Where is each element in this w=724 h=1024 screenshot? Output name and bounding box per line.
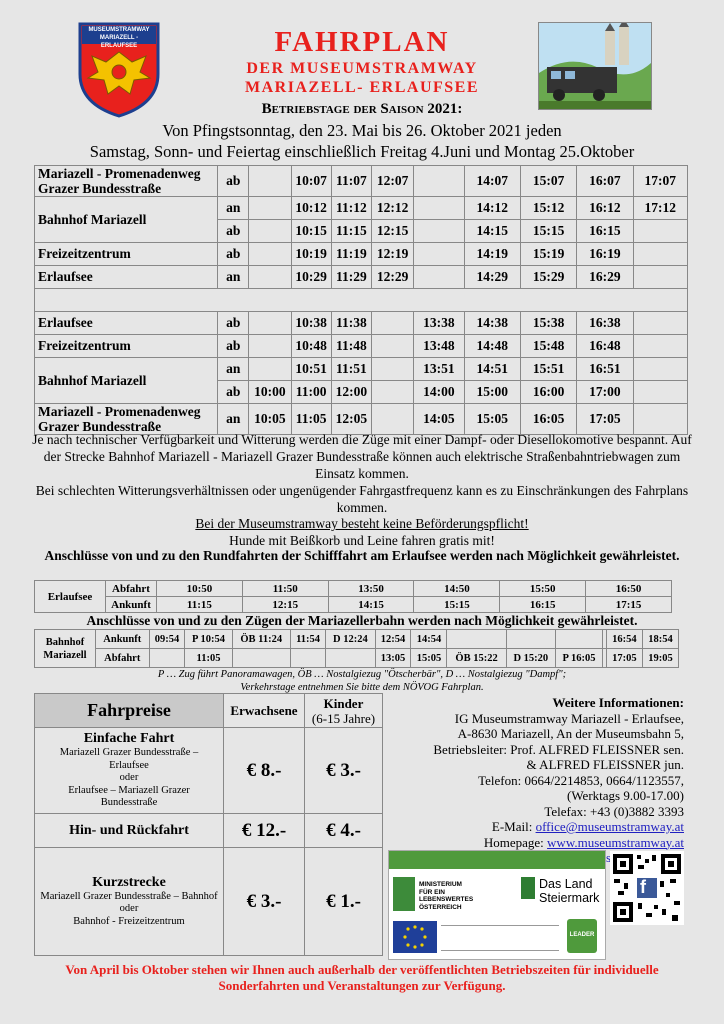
time-cell xyxy=(633,335,687,358)
price-child: € 3.- xyxy=(305,728,383,814)
time-cell xyxy=(414,243,464,266)
mariazellerbahn-table xyxy=(34,629,679,668)
ship-row-departure xyxy=(35,581,672,597)
direction-cell: ab xyxy=(218,166,249,197)
logo-text-top: MUSEUMSTRAMWAY xyxy=(88,27,150,33)
time-cell xyxy=(633,404,687,435)
time-cell: 14:00 xyxy=(414,381,464,404)
time-cell: 11:48 xyxy=(331,335,371,358)
mzb-time xyxy=(149,649,185,668)
mzb-time: 11:05 xyxy=(185,649,232,668)
time-cell: 17:00 xyxy=(577,381,633,404)
mzb-time xyxy=(232,649,290,668)
time-cell: 15:29 xyxy=(520,266,576,289)
time-cell: 10:51 xyxy=(291,358,331,381)
direction-cell: an xyxy=(218,266,249,289)
time-cell xyxy=(249,312,291,335)
time-cell xyxy=(414,266,464,289)
ship-time: 13:50 xyxy=(328,581,414,597)
note-train-connections: Anschlüsse von und zu den Zügen der Mariazellerbahn werden nach Möglichkeit gewährleistet. xyxy=(86,613,638,628)
time-cell: 12:29 xyxy=(372,266,414,289)
time-cell: 12:05 xyxy=(331,404,371,435)
time-cell xyxy=(249,197,291,220)
season-heading: Betriebstage der Saison 2021: xyxy=(261,101,463,117)
time-cell: 15:12 xyxy=(520,197,576,220)
ship-time: 10:50 xyxy=(157,581,243,597)
time-cell: 15:38 xyxy=(520,312,576,335)
ship-label: Abfahrt xyxy=(106,581,157,597)
mzb-time xyxy=(506,630,555,649)
price-fare-cell xyxy=(35,814,224,848)
time-cell xyxy=(414,197,464,220)
homepage-link[interactable]: www.museumstramway.at xyxy=(547,834,684,850)
price-row xyxy=(35,848,383,956)
period-line1: Von Pfingstsonntag, den 23. Mai bis 26. Oktober 2021 jeden xyxy=(162,121,562,140)
direction-cell: ab xyxy=(218,312,249,335)
time-cell: 14:29 xyxy=(464,266,520,289)
time-cell: 13:48 xyxy=(414,335,464,358)
info-line: Telefon: 0664/2214853, 0664/1123557, xyxy=(478,772,684,788)
mzb-station: Bahnhof Mariazell xyxy=(35,630,96,668)
station-name: Bahnhof Mariazell xyxy=(35,358,218,404)
time-cell: 11:38 xyxy=(331,312,371,335)
subtitle-line1: DER MUSEUMSTRAMWAY xyxy=(246,60,478,77)
fare-description: Erlaufsee – Mariazell Grazer xyxy=(68,784,190,796)
time-cell xyxy=(372,358,414,381)
subtitle-line2: MARIAZELL- ERLAUFSEE xyxy=(244,79,480,96)
mzb-label: Abfahrt xyxy=(96,649,150,668)
ministry-text: FÜR EIN xyxy=(419,888,445,896)
mzb-time xyxy=(326,649,375,668)
time-cell xyxy=(249,243,291,266)
mzb-time: P 10:54 xyxy=(185,630,232,649)
footer-note xyxy=(0,962,724,994)
ship-time: 15:50 xyxy=(500,581,586,597)
time-cell: 15:51 xyxy=(520,358,576,381)
time-cell: 10:07 xyxy=(291,166,331,197)
time-cell xyxy=(249,166,291,197)
outbound-row xyxy=(35,166,688,197)
sponsor-logos xyxy=(388,850,606,960)
fare-name: Hin- und Rückfahrt xyxy=(69,822,189,838)
timetable-spacer xyxy=(35,289,688,312)
mzb-time xyxy=(291,649,326,668)
time-cell: 14:15 xyxy=(464,220,520,243)
time-cell: 14:05 xyxy=(414,404,464,435)
info-heading: Weitere Informationen: xyxy=(552,695,684,710)
time-cell: 15:05 xyxy=(464,404,520,435)
eu-fund-text-block xyxy=(441,925,559,951)
time-cell: 10:15 xyxy=(291,220,331,243)
mzb-time: 09:54 xyxy=(149,630,185,649)
time-cell: 14:51 xyxy=(464,358,520,381)
logo-text-bottom: MARIAZELL - ERLAUFSEE xyxy=(99,35,139,49)
time-cell xyxy=(633,358,687,381)
price-child: € 1.- xyxy=(305,848,383,956)
email-label: E-Mail: xyxy=(491,819,536,834)
time-cell: 16:38 xyxy=(577,312,633,335)
ministry-text: MINISTERIUM xyxy=(419,881,462,888)
fare-description: oder xyxy=(119,772,139,784)
time-cell xyxy=(249,220,291,243)
train-legend xyxy=(0,668,724,694)
time-cell: 13:38 xyxy=(414,312,464,335)
col-child-label: Kinder xyxy=(323,695,364,711)
time-cell: 16:00 xyxy=(520,381,576,404)
station-name: Freizeitzentrum xyxy=(35,335,218,358)
station-name xyxy=(35,404,218,435)
fare-description: Mariazell Grazer Bundesstraße – xyxy=(59,747,199,759)
fare-description: Bahnhof - Freizeitzentrum xyxy=(73,915,185,927)
time-cell: 10:12 xyxy=(291,197,331,220)
info-line: A-8630 Mariazell, An der Museumsbahn 5, xyxy=(457,726,684,741)
time-cell: 14:12 xyxy=(464,197,520,220)
mzb-time: 16:54 xyxy=(606,630,642,649)
col-adult: Erwachsene xyxy=(224,694,305,728)
inbound-row xyxy=(35,404,688,435)
price-fare-cell xyxy=(35,848,224,956)
inbound-row xyxy=(35,335,688,358)
price-row xyxy=(35,814,383,848)
ministry-flag-icon xyxy=(393,877,415,911)
mzb-time: 11:54 xyxy=(291,630,326,649)
ministry-text: LEBENSWERTES xyxy=(419,896,474,903)
mzb-time: 12:54 xyxy=(375,630,411,649)
time-cell: 12:15 xyxy=(372,220,414,243)
time-cell: 16:48 xyxy=(577,335,633,358)
col-child xyxy=(305,694,383,728)
note-dogs: Hunde mit Beißkorb und Leine fahren gratis mit! xyxy=(229,533,495,548)
time-cell xyxy=(372,335,414,358)
direction-cell: ab xyxy=(218,243,249,266)
time-cell xyxy=(249,266,291,289)
direction-cell: ab xyxy=(218,381,249,404)
leader-logo xyxy=(567,919,597,953)
time-cell: 12:00 xyxy=(331,381,371,404)
ship-station: Erlaufsee xyxy=(35,581,106,613)
time-cell xyxy=(633,243,687,266)
mzb-time: ÖB 15:22 xyxy=(447,649,506,668)
station-name: Erlaufsee xyxy=(35,312,218,335)
time-cell: 16:29 xyxy=(577,266,633,289)
price-title: Fahrpreise xyxy=(35,694,224,728)
fare-description: Bundesstraße xyxy=(100,797,158,809)
time-cell: 14:19 xyxy=(464,243,520,266)
station-line: Mariazell - Promenadenweg xyxy=(38,166,201,181)
mzb-row xyxy=(35,649,679,668)
mzb-time: D 12:24 xyxy=(326,630,375,649)
time-cell xyxy=(633,220,687,243)
ship-label: Ankunft xyxy=(106,597,157,613)
time-cell: 14:48 xyxy=(464,335,520,358)
time-cell: 14:07 xyxy=(464,166,520,197)
time-cell xyxy=(414,220,464,243)
note-no-obligation: Bei der Museumstramway besteht keine Beförderungspflicht! xyxy=(195,516,529,531)
direction-cell: an xyxy=(218,197,249,220)
mzb-time: 13:05 xyxy=(375,649,411,668)
ship-time: 12:15 xyxy=(242,597,328,613)
eu-flag-icon xyxy=(393,921,437,953)
time-cell: 12:12 xyxy=(372,197,414,220)
direction-cell: ab xyxy=(218,335,249,358)
mzb-row xyxy=(35,630,679,649)
mzb-label: Ankunft xyxy=(96,630,150,649)
station-line: Mariazell - Promenadenweg xyxy=(38,404,201,419)
time-cell xyxy=(249,335,291,358)
time-cell: 15:00 xyxy=(464,381,520,404)
info-line: Telefax: +43 (0)3882 3393 xyxy=(544,803,684,819)
mzb-time xyxy=(556,630,603,649)
time-cell: 10:19 xyxy=(291,243,331,266)
price-adult: € 3.- xyxy=(224,848,305,956)
fare-description: Erlaufsee xyxy=(109,759,149,771)
time-cell: 11:29 xyxy=(331,266,371,289)
time-cell: 11:19 xyxy=(331,243,371,266)
time-cell: 11:12 xyxy=(331,197,371,220)
time-cell xyxy=(372,312,414,335)
time-cell: 16:15 xyxy=(577,220,633,243)
ministry-logo xyxy=(419,881,473,911)
note-weather: Bei schlechten Witterungsverhältnissen oder ungenügender Fahrgastfrequenz kann es zu Einschränkungen des Fahrplans kommen. xyxy=(35,483,689,515)
outbound-row xyxy=(35,243,688,266)
station-name xyxy=(35,166,218,197)
time-cell: 10:05 xyxy=(249,404,291,435)
steiermark-text: Das Land xyxy=(539,877,593,891)
time-cell: 17:07 xyxy=(633,166,687,197)
qr-code[interactable] xyxy=(610,851,684,925)
ship-time: 16:50 xyxy=(586,581,672,597)
col-child-sub: (6-15 Jahre) xyxy=(311,710,376,726)
ship-time: 14:15 xyxy=(328,597,414,613)
leader-text: LEADER xyxy=(569,932,595,938)
facebook-icon: f xyxy=(640,877,646,897)
direction-cell: an xyxy=(218,404,249,435)
time-cell: 12:07 xyxy=(372,166,414,197)
station-line: Grazer Bundesstraße xyxy=(38,419,162,434)
footer-line2: Sonderfahrten und Veranstaltungen zur Verfügung. xyxy=(218,978,506,993)
timetable xyxy=(34,165,688,435)
time-cell: 16:51 xyxy=(577,358,633,381)
note-ship-connections: Anschlüsse von und zu den Rundfahrten der Schifffahrt am Erlaufsee werden nach Möglichkeit gewährleistet. xyxy=(44,548,680,563)
homepage-label: Homepage: xyxy=(483,834,548,850)
outbound-row xyxy=(35,266,688,289)
email-link[interactable]: office@museumstramway.at xyxy=(535,819,684,834)
mzb-time: ÖB 11:24 xyxy=(232,630,290,649)
time-cell: 17:12 xyxy=(633,197,687,220)
time-cell xyxy=(372,381,414,404)
sponsor-banner xyxy=(389,851,605,869)
time-cell: 13:51 xyxy=(414,358,464,381)
mzb-time: 19:05 xyxy=(642,649,678,668)
price-fare-cell xyxy=(35,728,224,814)
mzb-time: D 15:20 xyxy=(506,649,555,668)
ship-row-arrival xyxy=(35,597,672,613)
time-cell: 11:05 xyxy=(291,404,331,435)
outbound-row xyxy=(35,197,688,220)
time-cell: 16:12 xyxy=(577,197,633,220)
time-cell: 11:00 xyxy=(291,381,331,404)
mzb-time: 15:05 xyxy=(411,649,447,668)
ship-time: 17:15 xyxy=(586,597,672,613)
contact-info xyxy=(390,695,684,866)
legend-line1: P … Zug führt Panoramawagen, ÖB … Nostalgiezug "Ötscherbär", D … Nostalgiezug "Dampf"; xyxy=(157,669,567,680)
time-cell: 10:48 xyxy=(291,335,331,358)
mzb-time: 18:54 xyxy=(642,630,678,649)
inbound-row xyxy=(35,358,688,381)
mzb-time: P 16:05 xyxy=(556,649,603,668)
period-line2: Samstag, Sonn- und Feiertag einschließlich Freitag 4.Juni und Montag 25.Oktober xyxy=(89,142,635,161)
price-adult: € 12.- xyxy=(224,814,305,848)
info-line: (Werktags 9.00-17.00) xyxy=(566,788,684,803)
station-name: Erlaufsee xyxy=(35,266,218,289)
mzb-time xyxy=(447,630,506,649)
time-cell: 15:15 xyxy=(520,220,576,243)
time-cell xyxy=(633,266,687,289)
station-line: Grazer Bundesstraße xyxy=(38,181,162,196)
time-cell: 15:48 xyxy=(520,335,576,358)
time-cell: 10:00 xyxy=(249,381,291,404)
price-child: € 4.- xyxy=(305,814,383,848)
time-cell: 10:38 xyxy=(291,312,331,335)
time-cell xyxy=(633,381,687,404)
time-cell: 10:29 xyxy=(291,266,331,289)
footer-line1: Von April bis Oktober stehen wir Ihnen auch außerhalb der veröffentlichten Betriebszeiten für individuelle xyxy=(65,962,659,977)
ship-time: 11:15 xyxy=(157,597,243,613)
info-line: Betriebsleiter: Prof. ALFRED FLEISSNER sen. xyxy=(433,741,684,757)
ministry-text: ÖSTERREICH xyxy=(419,903,462,911)
fare-name: Kurzstrecke xyxy=(92,874,166,890)
inbound-row xyxy=(35,312,688,335)
steiermark-logo xyxy=(539,877,599,905)
ship-time: 15:15 xyxy=(414,597,500,613)
info-line: & ALFRED FLEISSNER jun. xyxy=(526,757,684,772)
time-cell: 16:05 xyxy=(520,404,576,435)
time-cell: 12:19 xyxy=(372,243,414,266)
time-cell xyxy=(633,312,687,335)
ship-time: 14:50 xyxy=(414,581,500,597)
note-locomotive: Je nach technischer Verfügbarkeit und Witterung werden die Züge mit einer Dampf- oder Diesellokomotive bespannt. Auf der Strecke Bahnhof Mariazell - Mariazell Grazer Bundesstraße können auch elektrische Straßenbahntriebwagen zum Einsatz kommen. xyxy=(32,432,692,481)
price-row xyxy=(35,728,383,814)
mzb-time: 17:05 xyxy=(606,649,642,668)
ship-time: 16:15 xyxy=(500,597,586,613)
fare-name: Einfache Fahrt xyxy=(83,731,175,747)
fare-description: oder xyxy=(119,903,139,915)
time-cell: 17:05 xyxy=(577,404,633,435)
time-cell: 11:15 xyxy=(331,220,371,243)
time-cell: 16:19 xyxy=(577,243,633,266)
price-table xyxy=(34,693,383,956)
time-cell xyxy=(372,404,414,435)
time-cell xyxy=(249,358,291,381)
time-cell xyxy=(414,166,464,197)
direction-cell: an xyxy=(218,358,249,381)
time-cell: 11:51 xyxy=(331,358,371,381)
legend-line2: Verkehrstage entnehmen Sie bitte dem NÖVOG Fahrplan. xyxy=(240,682,484,693)
ship-time: 11:50 xyxy=(242,581,328,597)
direction-cell: ab xyxy=(218,220,249,243)
time-cell: 11:07 xyxy=(331,166,371,197)
time-cell: 14:38 xyxy=(464,312,520,335)
time-cell: 15:07 xyxy=(520,166,576,197)
fare-description: Mariazell Grazer Bundesstraße – Bahnhof xyxy=(40,890,218,902)
station-name: Bahnhof Mariazell xyxy=(35,197,218,243)
info-line: IG Museumstramway Mariazell - Erlaufsee, xyxy=(454,710,684,726)
time-cell: 15:19 xyxy=(520,243,576,266)
price-adult: € 8.- xyxy=(224,728,305,814)
time-cell: 16:07 xyxy=(577,166,633,197)
steiermark-crest-icon xyxy=(521,877,535,899)
page-title: FAHRPLAN xyxy=(274,26,450,58)
ship-table xyxy=(34,580,672,613)
steiermark-text: Steiermark xyxy=(539,891,600,905)
station-name: Freizeitzentrum xyxy=(35,243,218,266)
mzb-time: 14:54 xyxy=(411,630,447,649)
